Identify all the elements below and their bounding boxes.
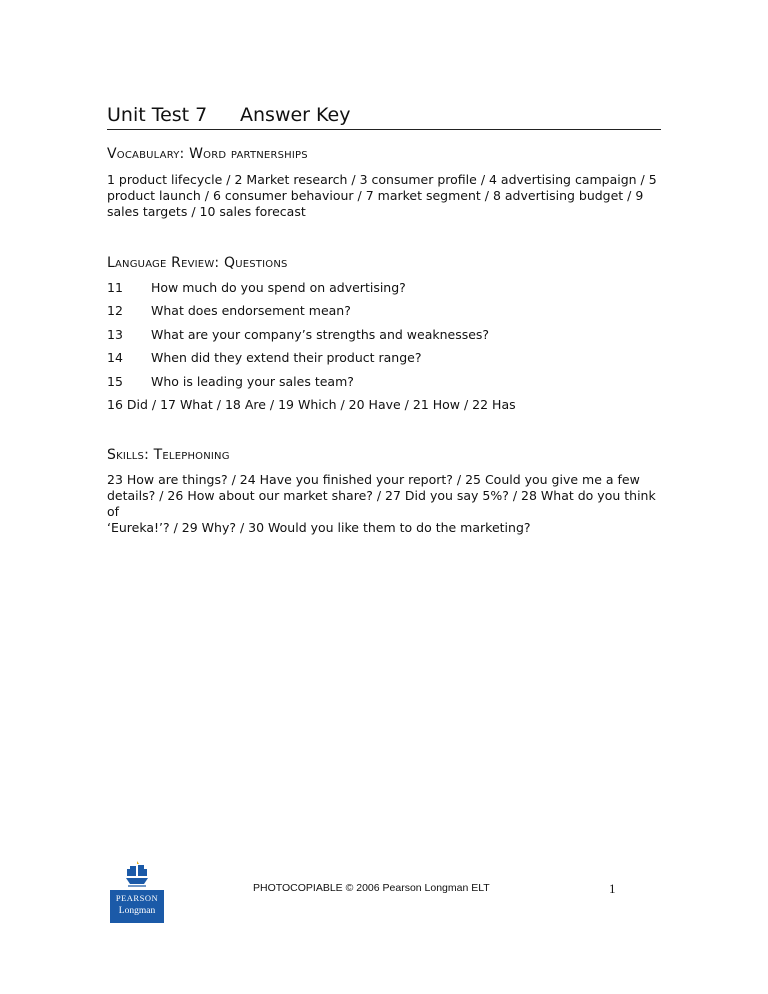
skills-answers [107,472,663,536]
vocabulary-answers [107,172,663,220]
pearson-longman-logo [110,860,164,924]
skills-line: ‘Eureka!’? / 29 Why? / 30 Would you like them to do the marketing? [107,520,531,535]
question-number: 12 [107,303,123,318]
logo-text-longman: Longman [118,906,156,916]
question-number: 14 [107,350,123,365]
skills-line: details? / 26 How about our market share? / 27 Did you say 5%? / 28 What do you think of [107,488,656,519]
vocabulary-heading: Vocabulary: Word partnerships [107,146,308,162]
language-review-heading: Language Review: Questions [107,255,288,271]
page-subtitle: Answer Key [240,104,351,126]
copyright-notice: PHOTOCOPIABLE © 2006 Pearson Longman ELT [253,882,490,894]
question-text: What are your company’s strengths and weaknesses? [151,327,490,342]
vocabulary-line: product launch / 6 consumer behaviour / 7 market segment / 8 advertising budget / 9 [107,188,644,203]
language-review-answers: 16 Did / 17 What / 18 Are / 19 Which / 20 Have / 21 How / 22 Has [107,397,516,412]
question-number: 13 [107,327,123,342]
ship-icon [124,860,150,888]
vocabulary-line: 1 product lifecycle / 2 Market research / 3 consumer profile / 4 advertising campaign / 5 [107,172,657,187]
page-number: 1 [609,881,616,896]
page-header [107,104,661,130]
question-text: How much do you spend on advertising? [151,280,406,295]
question-number: 15 [107,374,123,389]
page-title: Unit Test 7 [107,104,208,126]
skills-line: 23 How are things? / 24 Have you finished your report? / 25 Could you give me a few [107,472,640,487]
question-text: What does endorsement mean? [151,303,351,318]
vocabulary-line: sales targets / 10 sales forecast [107,204,306,219]
question-text: Who is leading your sales team? [151,374,354,389]
skills-heading: Skills: Telephoning [107,447,230,463]
question-number: 11 [107,280,123,295]
logo-text-pearson: PEARSON [115,893,159,903]
question-text: When did they extend their product range? [151,350,422,365]
logo-wordmark [110,890,164,923]
